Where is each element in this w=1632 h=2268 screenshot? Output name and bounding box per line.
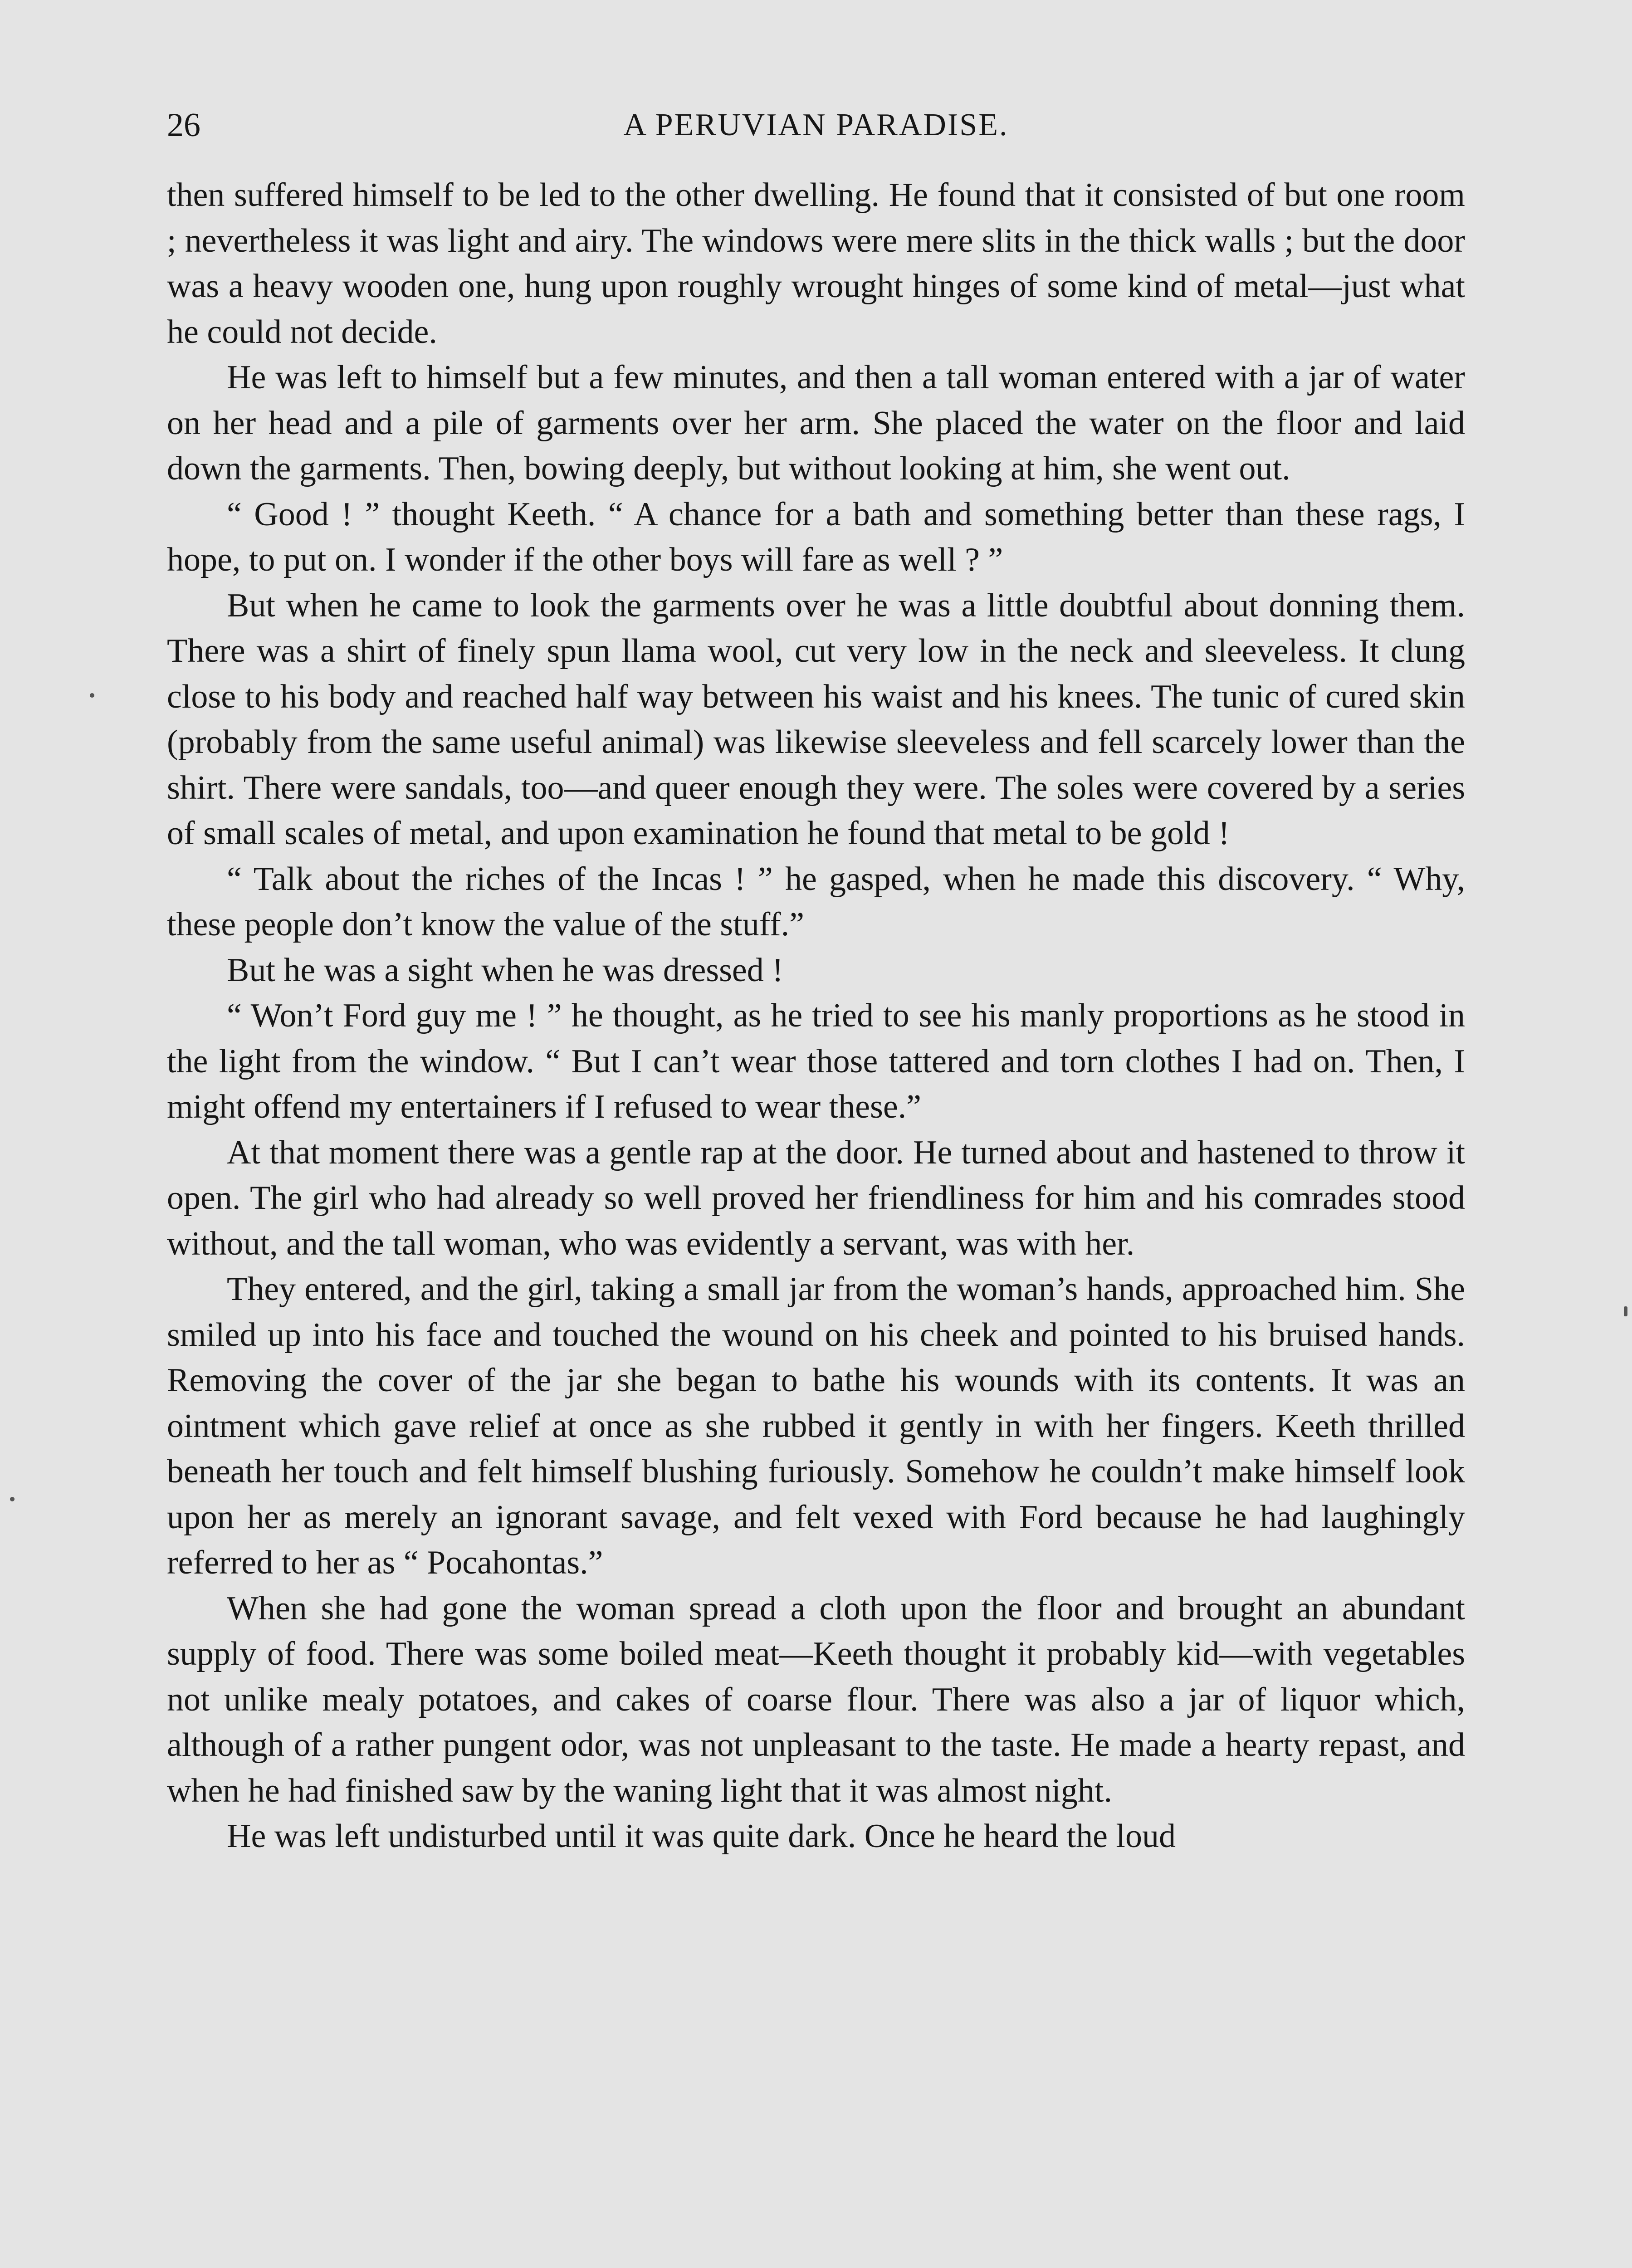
print-speck xyxy=(90,693,94,698)
paragraph: But he was a sight when he was dressed ! xyxy=(227,951,783,989)
paragraph: When she had gone the woman spread a cloth upon the floor and brought an abundant supply of food. There was some boiled meat—Keeth thought it probably kid—with vegetables not unlike mealy potatoes, and cakes of coarse flour. There was also a jar of liquor which, although of a rather pungent odor, was not unpleasant to the taste. He made a hearty repast, and when he had finished saw by the waning light that it was almost night. xyxy=(167,1589,1465,1809)
paragraph: They entered, and the girl, taking a small jar from the woman’s hands, approached him. She smiled up into his face and touched the wound on his cheek and pointed to his bruised hands. Removing the cover of the jar she began to bathe his wounds with its contents. It was an ointment which gave relief at once as she rubbed it gently in with her fingers. Keeth thrilled beneath her touch and felt himself blushing furiously. Somehow he couldn’t make himself look upon her as merely an ignorant savage, and felt vexed with Ford because he had laughingly referred to her as “ Pocahontas.” xyxy=(167,1271,1465,1581)
page-header xyxy=(167,103,1465,147)
paragraph: He was left to himself but a few minutes, and then a tall woman entered with a jar of water on her head and a pile of garments over her arm. She placed the water on the floor and laid down the garments. Then, bowing deeply, but without looking at him, she went out. xyxy=(167,359,1465,487)
paragraph: But when he came to look the garments over he was a little doubtful about donning them. There was a shirt of finely spun llama wool, cut very low in the neck and sleeveless. It clung close to his body and reached half way between his waist and his knees. The tunic of cured skin (probably from the same useful animal) was likewise sleeveless and fell scarcely lower than the shirt. There were sandals, too—and queer enough they were. The soles were covered by a series of small scales of metal, and upon examination he found that metal to be gold ! xyxy=(167,587,1465,852)
page-number: 26 xyxy=(167,107,200,144)
paragraph: At that moment there was a gentle rap at the door. He turned about and hastened to throw it open. The girl who had already so well proved her friendliness for him and his comrades stood without, and the tall woman, who was evidently a servant, was with her. xyxy=(167,1134,1465,1262)
paragraph: “ Talk about the riches of the Incas ! ” he gasped, when he made this discovery. “ Why, these people don’t know the value of the stuff.” xyxy=(167,860,1465,943)
print-speck xyxy=(10,1497,15,1501)
paragraph: “ Good ! ” thought Keeth. “ A chance for a bath and something better than these rags, I hope, to put on. I wonder if the other boys will fare as well ? ” xyxy=(167,495,1465,578)
print-speck xyxy=(1624,1306,1627,1316)
body-text xyxy=(167,172,1465,1859)
running-title: A PERUVIAN PARADISE. xyxy=(623,108,1009,142)
paragraph: “ Won’t Ford guy me ! ” he thought, as he tried to see his manly proportions as he stood in the light from the window. “ But I can’t wear those tattered and torn clothes I had on. Then, I might offend my entertainers if I refused to wear these.” xyxy=(167,997,1465,1125)
paragraph: then suffered himself to be led to the other dwelling. He found that it consisted of but one room ; nevertheless it was light and airy. The windows were mere slits in the thick walls ; but the door was a heavy wooden one, hung upon roughly wrought hinges of some kind of metal—just what he could not decide. xyxy=(167,176,1465,351)
paragraph: He was left undisturbed until it was quite dark. Once he heard the loud xyxy=(227,1818,1176,1855)
